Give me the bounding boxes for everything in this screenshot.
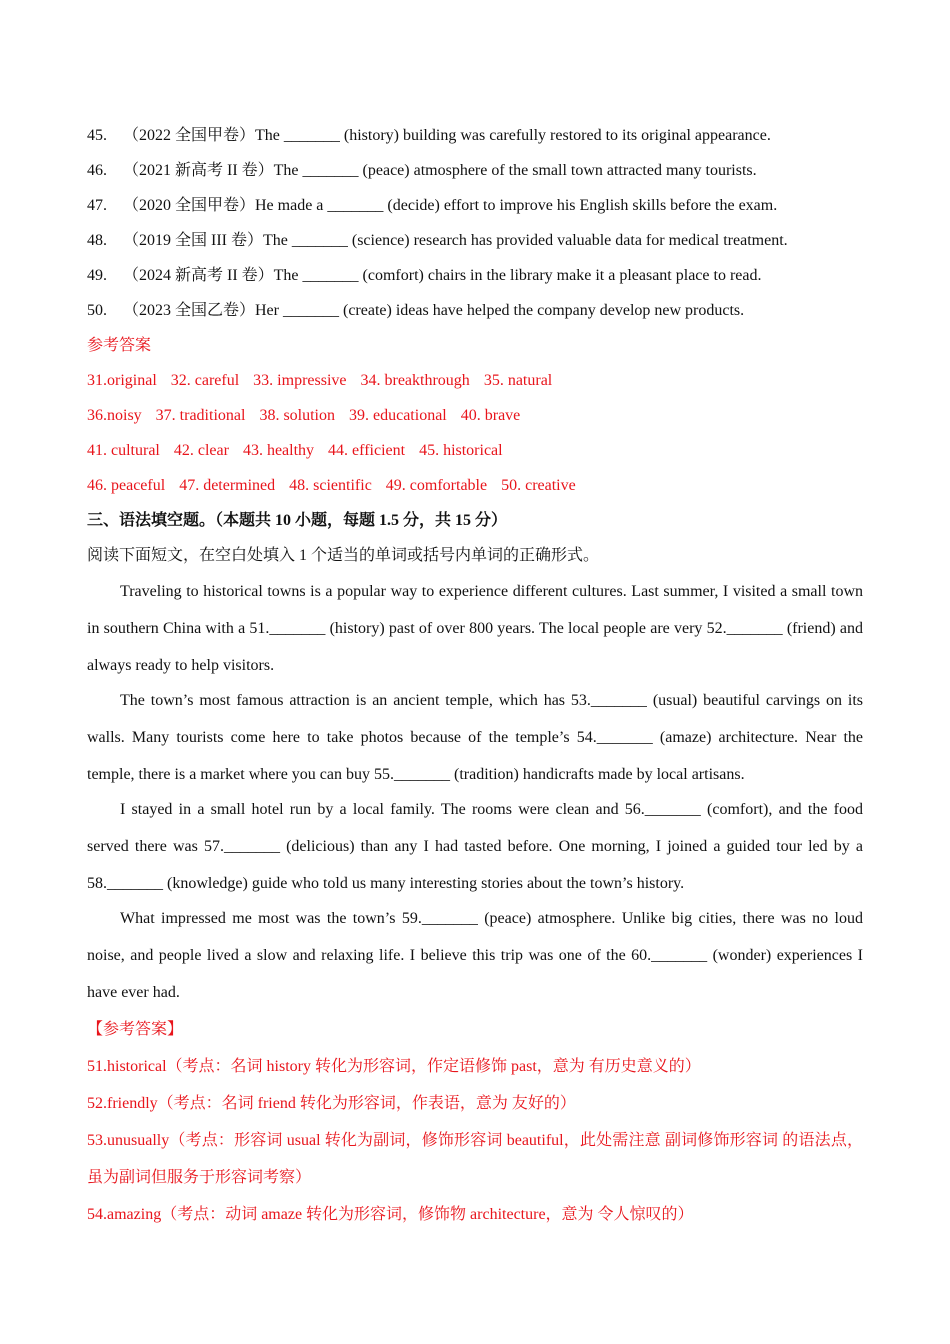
answer-item: 32. careful: [170, 372, 240, 389]
answer-item: 50. creative: [501, 477, 576, 494]
answer-item: 42. clear: [173, 442, 229, 459]
answer-row: [87, 433, 863, 468]
explanation-item: 52.friendly（考点：名词 friend 转化为形容词，作表语，意为 友好的）: [87, 1095, 576, 1112]
question-number: 49.: [87, 267, 107, 284]
answer-row: [87, 363, 863, 398]
answer-explanations-title: 【参考答案】: [87, 1021, 184, 1038]
question-50: [87, 293, 863, 328]
question-number: 47.: [87, 197, 107, 214]
answer-explanations: [87, 1011, 863, 1233]
question-list: [87, 118, 863, 328]
answer-item: 46. peaceful: [87, 477, 166, 494]
question-45: [87, 118, 863, 153]
question-text: （2023 全国乙卷）Her _______ (create) ideas have helped the company develop new products.: [123, 302, 745, 319]
answer-item: 36.noisy: [87, 407, 142, 424]
question-text: （2024 新高考 II 卷）The _______ (comfort) chairs in the library make it a pleasant place to read.: [123, 267, 762, 284]
answer-item: 40. brave: [460, 407, 521, 424]
answer-item: 44. efficient: [328, 442, 406, 459]
passage-paragraph: Traveling to historical towns is a popular way to experience different cultures. Last summer, I visited a small town in southern China with a 51._______ (history) past of over 800 years. The local people are very 52._______ (friend) and always ready to help visitors.: [87, 583, 863, 674]
passage: [87, 573, 863, 1011]
question-number: 46.: [87, 162, 107, 179]
section-title: 三、语法填空题。（本题共 10 小题，每题 1.5 分，共 15 分）: [87, 512, 508, 529]
answer-item: 45. historical: [419, 442, 503, 459]
passage-paragraph: The town’s most famous attraction is an ancient temple, which has 53._______ (usual) beautiful carvings on its walls. Many tourists come here to take photos because of the temple’s 54._______ (amaze) architecture. Near the temple, there is a market where you can buy 55._______ (tradition) handicrafts made by local artisans.: [87, 692, 863, 783]
question-number: 48.: [87, 232, 107, 249]
explanation-item: 51.historical（考点：名词 history 转化为形容词，作定语修饰 past，意为 有历史意义的）: [87, 1058, 701, 1075]
answer-item: 47. determined: [179, 477, 276, 494]
answer-key: [87, 328, 863, 503]
answer-item: 37. traditional: [155, 407, 246, 424]
explanation-item: 54.amazing（考点：动词 amaze 转化为形容词，修饰物 architecture，意为 令人惊叹的）: [87, 1206, 694, 1223]
answer-item: 39. educational: [349, 407, 447, 424]
passage-paragraph: What impressed me most was the town’s 59._______ (peace) atmosphere. Unlike big cities, there was no loud noise, and people lived a slow and relaxing life. I believe this trip was one of the 60._______ (wonder) experiences I have ever had.: [87, 910, 863, 1001]
question-text: （2021 新高考 II 卷）The _______ (peace) atmosphere of the small town attracted many tourists.: [123, 162, 757, 179]
question-47: [87, 188, 863, 223]
question-48: [87, 223, 863, 258]
question-text: （2022 全国甲卷）The _______ (history) building was carefully restored to its original appearance.: [123, 127, 771, 144]
section-instruction: 阅读下面短文，在空白处填入 1 个适当的单词或括号内单词的正确形式。: [87, 547, 600, 564]
answer-item: 38. solution: [259, 407, 335, 424]
question-46: [87, 153, 863, 188]
question-text: （2019 全国 III 卷）The _______ (science) research has provided valuable data for medical treatment.: [123, 232, 788, 249]
question-text: （2020 全国甲卷）He made a _______ (decide) effort to improve his English skills before the exam.: [123, 197, 778, 214]
question-49: [87, 258, 863, 293]
answer-row: [87, 398, 863, 433]
answer-item: 31.original: [87, 372, 157, 389]
answer-item: 48. scientific: [289, 477, 372, 494]
document-page: [87, 118, 863, 1233]
answer-row: [87, 468, 863, 503]
answer-item: 41. cultural: [87, 442, 160, 459]
answer-item: 43. healthy: [242, 442, 315, 459]
answer-item: 35. natural: [483, 372, 553, 389]
passage-paragraph: I stayed in a small hotel run by a local family. The rooms were clean and 56._______ (comfort), and the food served there was 57._______ (delicious) than any I had tasted before. One morning, I joined a guided tour led by a 58._______ (knowledge) guide who told us many interesting stories about the town’s history.: [87, 801, 863, 892]
question-number: 45.: [87, 127, 107, 144]
explanation-item: 53.unusually（考点：形容词 usual 转化为副词，修饰形容词 beautiful，此处需注意 副词修饰形容词 的语法点，虽为副词但服务于形容词考察）: [87, 1132, 863, 1186]
answer-item: 34. breakthrough: [360, 372, 470, 389]
answer-item: 49. comfortable: [385, 477, 488, 494]
answer-key-title: 参考答案: [87, 337, 152, 354]
answer-item: 33. impressive: [253, 372, 347, 389]
question-number: 50.: [87, 302, 107, 319]
